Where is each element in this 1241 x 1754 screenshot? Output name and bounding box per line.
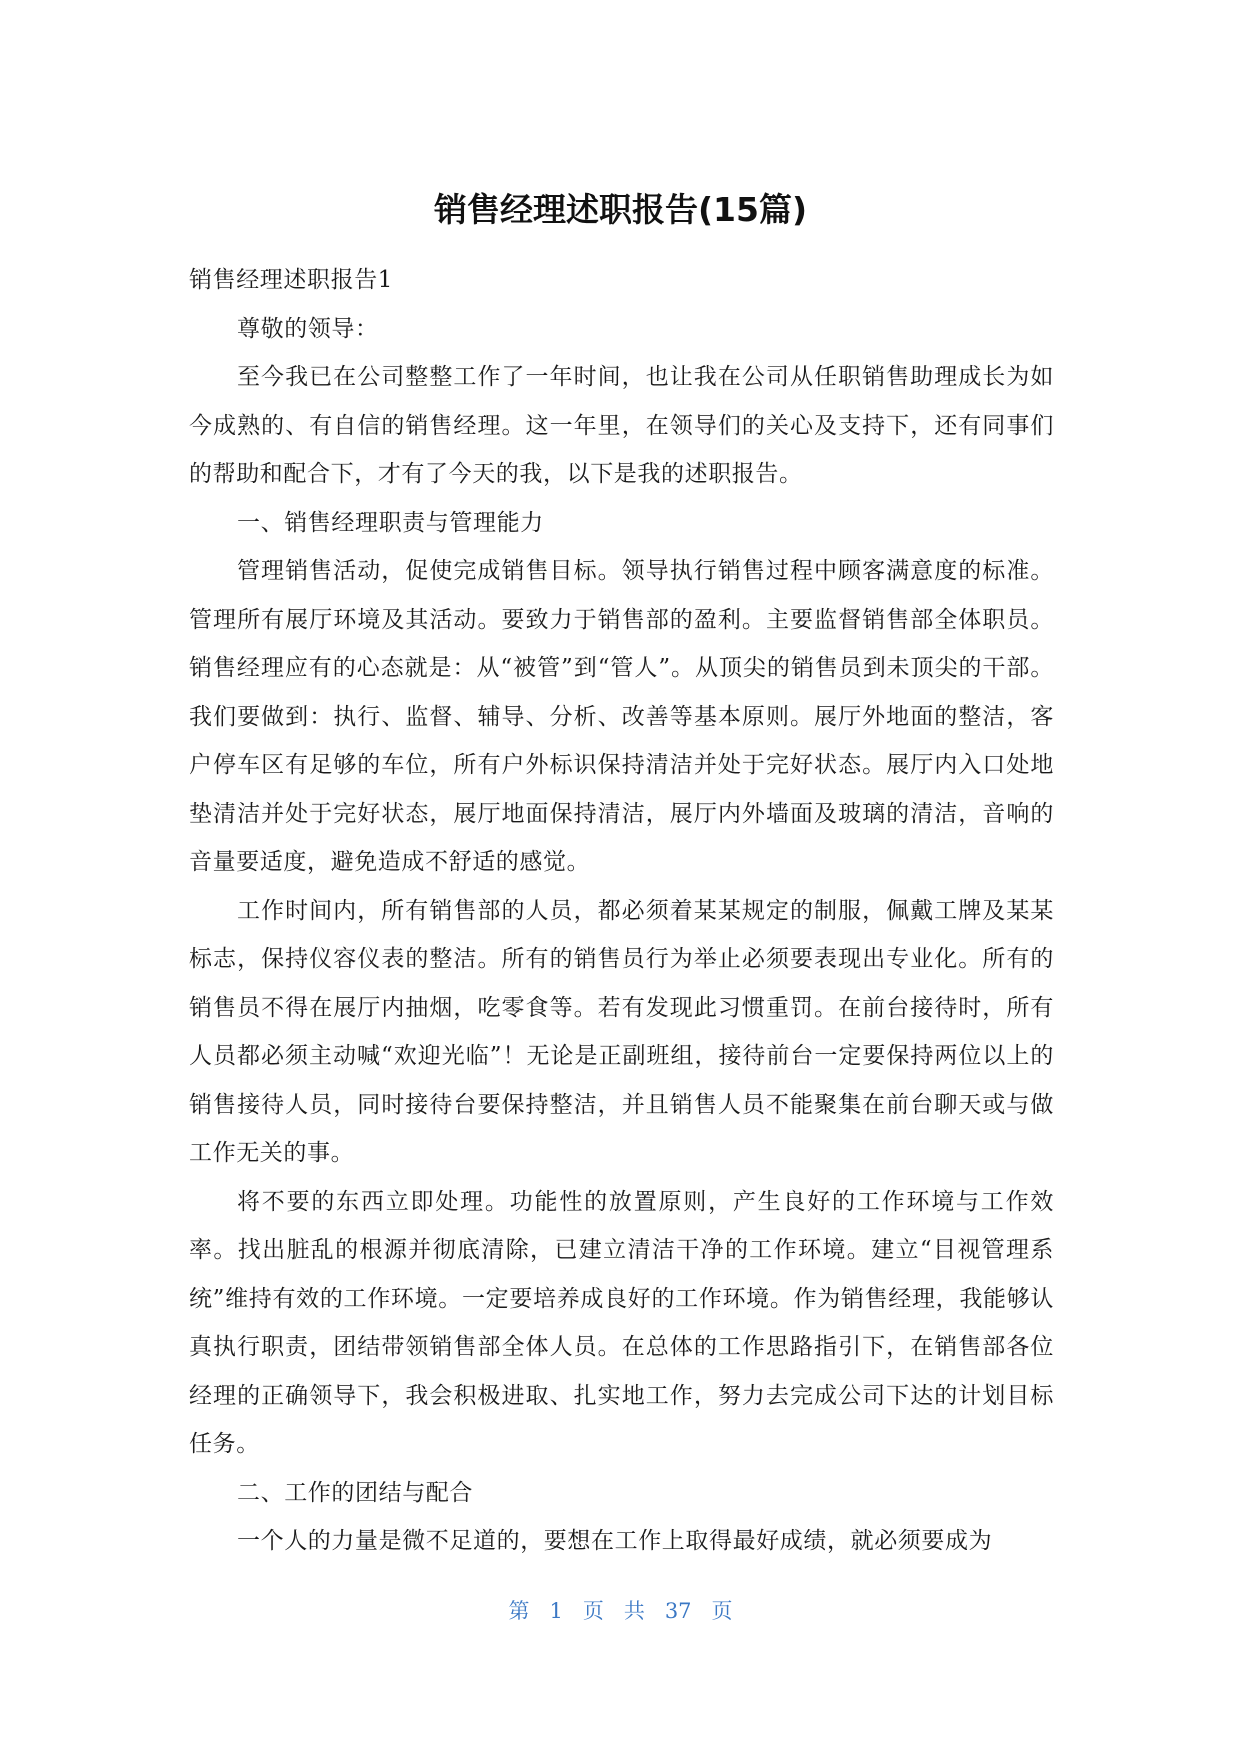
body-paragraph: 至今我已在公司整整工作了一年时间，也让我在公司从任职销售助理成长为如今成熟的、有自信的销售经理。这一年里，在领导们的关心及支持下，还有同事们的帮助和配合下，才有了今天的我，以下是我的述职报告。 <box>189 364 1054 487</box>
body-paragraph: 管理销售活动，促使完成销售目标。领导执行销售过程中顾客满意度的标准。管理所有展厅环境及其活动。要致力于销售部的盈利。主要监督销售部全体职员。销售经理应有的心态就是：从“被管”到“管人”。从顶尖的销售员到未顶尖的干部。我们要做到：执行、监督、辅导、分析、改善等基本原则。展厅外地面的整洁，客户停车区有足够的车位，所有户外标识保持清洁并处于完好状态。展厅内入口处地垫清洁并处于完好状态，展厅地面保持清洁，展厅内外墙面及玻璃的清洁，音响的音量要适度，避免造成不舒适的感觉。 <box>189 558 1054 875</box>
document-body <box>189 256 1054 1566</box>
total-label: 共 <box>623 1599 645 1623</box>
page-footer <box>0 1598 1241 1624</box>
page-unit-label: 页 <box>582 1599 604 1623</box>
salutation: 尊敬的领导： <box>237 315 379 342</box>
body-paragraph: 将不要的东西立即处理。功能性的放置原则，产生良好的工作环境与工作效率。找出脏乱的根源并彻底清除，已建立清洁干净的工作环境。建立“目视管理系统”维持有效的工作环境。一定要培养成良好的工作环境。作为销售经理，我能够认真执行职责，团结带领销售部全体人员。在总体的工作思路指引下，在销售部各位经理的正确领导下，我会积极进取、扎实地工作，努力去完成公司下达的计划目标任务。 <box>189 1188 1054 1457</box>
body-paragraph: 一个人的力量是微不足道的，要想在工作上取得最好成绩，就必须要成为 <box>237 1528 993 1554</box>
pages-unit-label: 页 <box>711 1599 733 1623</box>
section-heading: 二、工作的团结与配合 <box>237 1479 473 1506</box>
body-paragraph: 工作时间内，所有销售部的人员，都必须着某某规定的制服，佩戴工牌及某某标志，保持仪容仪表的整洁。所有的销售员行为举止必须要表现出专业化。所有的销售员不得在展厅内抽烟，吃零食等。若有发现此习惯重罚。在前台接待时，所有人员都必须主动喊“欢迎光临”！无论是正副班组，接待前台一定要保持两位以上的销售接待人员，同时接待台要保持整洁，并且销售人员不能聚集在前台聊天或与做工作无关的事。 <box>189 897 1054 1166</box>
document-title: 销售经理述职报告(15篇) <box>433 190 808 229</box>
section-heading-report-1: 销售经理述职报告1 <box>189 267 394 293</box>
current-page-number: 1 <box>549 1599 563 1623</box>
section-heading: 一、销售经理职责与管理能力 <box>237 509 544 536</box>
total-pages-number: 37 <box>664 1599 692 1623</box>
page-label: 第 <box>508 1599 530 1623</box>
